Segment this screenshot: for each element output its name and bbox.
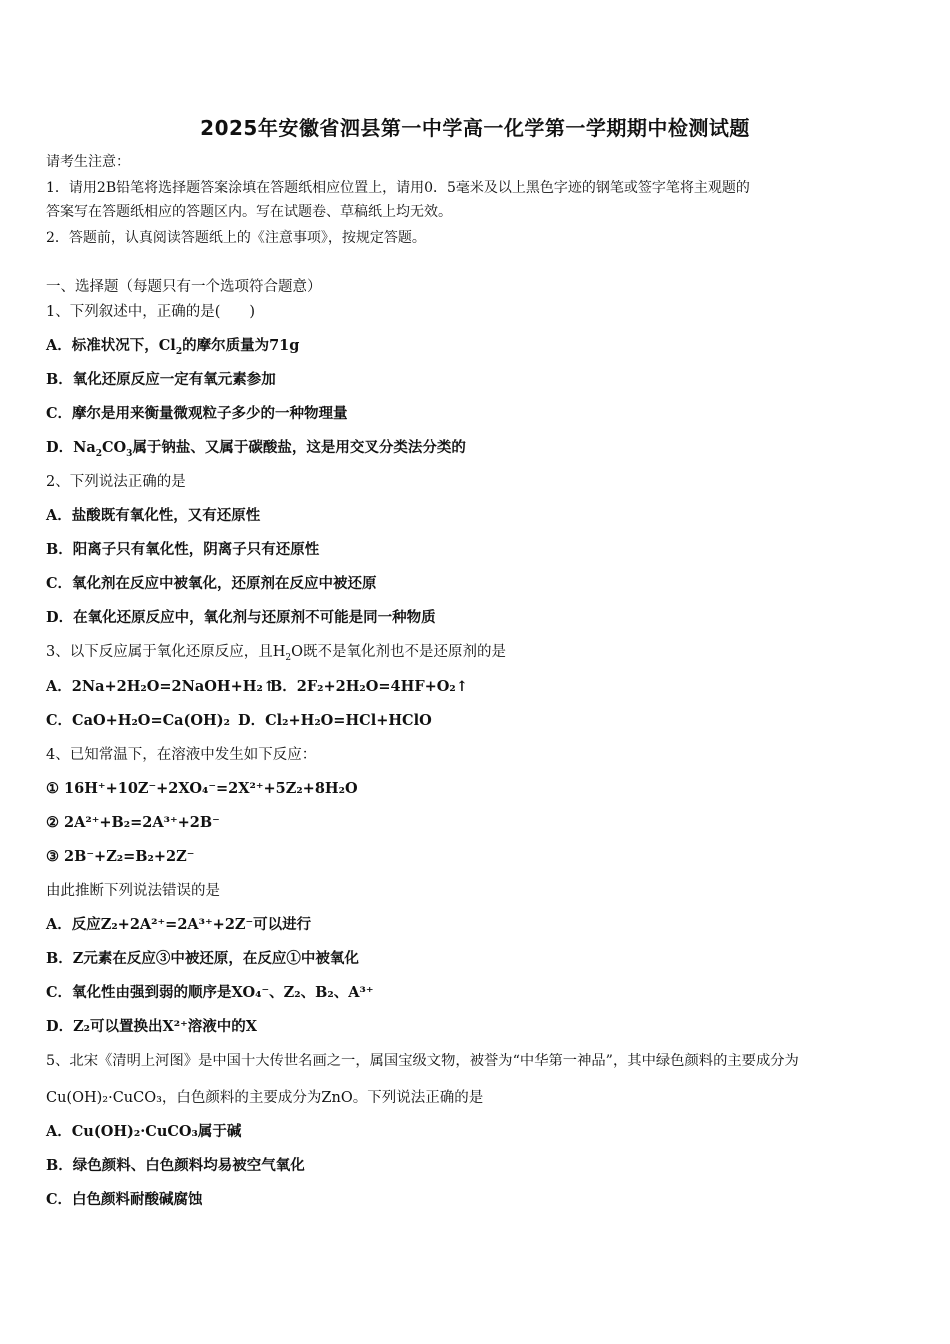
- q5-stem-2: Cu(OH)₂·CuCO₃，白色颜料的主要成分为ZnO。下列说法正确的是: [46, 1090, 484, 1106]
- q1-option-c: C．摩尔是用来衡量微观粒子多少的一种物理量: [46, 405, 348, 422]
- q3-stem: [46, 642, 506, 662]
- q1-a-pre: A．标准状况下，Cl: [46, 337, 176, 354]
- q2-option-d: D．在氧化还原反应中，氧化剂与还原剂不可能是同一种物质: [46, 609, 436, 626]
- q4-reaction-3: ③ 2B⁻+Z₂=B₂+2Z⁻: [46, 848, 195, 865]
- q3-option-c: C．CaO+H₂O=Ca(OH)₂: [46, 712, 230, 729]
- q4-option-c: C．氧化性由强到弱的顺序是XO₄⁻、Z₂、B₂、A³⁺: [46, 984, 374, 1001]
- q2-option-c: C．氧化剂在反应中被氧化，还原剂在反应中被还原: [46, 575, 377, 592]
- notice-line-1b: 答案写在答题纸相应的答题区内。写在试题卷、草稿纸上均无效。: [46, 204, 452, 220]
- q2-stem: 2、下列说法正确的是: [46, 474, 186, 490]
- q1-option-a: [46, 336, 299, 356]
- q1-d-pre: D．Na: [46, 439, 96, 456]
- q2-option-b: B．阳离子只有氧化性，阴离子只有还原性: [46, 541, 320, 558]
- q4-infer: 由此推断下列说法错误的是: [46, 883, 220, 899]
- q2-option-a: A．盐酸既有氧化性，又有还原性: [46, 507, 261, 524]
- notice-line-2: 2．答题前，认真阅读答题纸上的《注意事项》，按规定答题。: [46, 230, 426, 246]
- q4-reaction-2: ② 2A²⁺+B₂=2A³⁺+2B⁻: [46, 814, 220, 831]
- q1-d-sub2: 3: [126, 448, 133, 459]
- q1-a-sub: 2: [175, 346, 183, 357]
- q3-stem-sub: 2: [285, 652, 292, 663]
- q4-option-d: D．Z₂可以置换出X²⁺溶液中的X: [46, 1018, 258, 1035]
- q3-stem-pre: 3、以下反应属于氧化还原反应，且H: [46, 644, 286, 660]
- q4-option-b: B．Z元素在反应③中被还原，在反应①中被氧化: [46, 950, 359, 967]
- q3-option-a: A．2Na+2H₂O=2NaOH+H₂↑: [46, 678, 275, 695]
- q1-a-post: 的摩尔质量为71g: [182, 337, 300, 354]
- q1-stem: 1、下列叙述中，正确的是( ): [46, 304, 256, 320]
- q1-option-b: B．氧化还原反应一定有氧元素参加: [46, 371, 276, 388]
- notice-line-1: 1．请用2B铅笔将选择题答案涂填在答题纸相应位置上，请用0．5毫米及以上黑色字迹的钢笔或签字笔将主观题的: [46, 180, 750, 196]
- q1-d-post: 属于钠盐、又属于碳酸盐，这是用交叉分类法分类的: [132, 439, 466, 456]
- q4-option-a: A．反应Z₂+2A²⁺=2A³⁺+2Z⁻可以进行: [46, 916, 312, 933]
- notice-heading: 请考生注意：: [46, 154, 130, 170]
- q5-option-a: A．Cu(OH)₂·CuCO₃属于碱: [46, 1123, 242, 1140]
- q3-option-b: B．2F₂+2H₂O=4HF+O₂↑: [270, 678, 468, 695]
- q4-reaction-1: ① 16H⁺+10Z⁻+2XO₄⁻=2X²⁺+5Z₂+8H₂O: [46, 780, 358, 797]
- q1-d-sub1: 2: [95, 448, 102, 459]
- q1-option-d: [46, 438, 466, 458]
- section-heading: 一、选择题（每题只有一个选项符合题意）: [46, 279, 322, 295]
- q1-d-mid: CO: [102, 439, 127, 456]
- q3-stem-post: O既不是氧化剂也不是还原剂的是: [291, 644, 506, 660]
- page-title: 2025年安徽省泗县第一中学高一化学第一学期期中检测试题: [200, 116, 750, 140]
- q5-option-c: C．白色颜料耐酸碱腐蚀: [46, 1191, 203, 1208]
- q4-stem: 4、已知常温下，在溶液中发生如下反应：: [46, 747, 317, 763]
- q5-stem-1: 5、北宋《清明上河图》是中国十大传世名画之一，属国宝级文物，被誉为“中华第一神品”，其中绿色颜料的主要成分为: [46, 1053, 799, 1069]
- q5-option-b: B．绿色颜料、白色颜料均易被空气氧化: [46, 1157, 305, 1174]
- q3-option-d: D．Cl₂+H₂O=HCl+HClO: [238, 712, 432, 729]
